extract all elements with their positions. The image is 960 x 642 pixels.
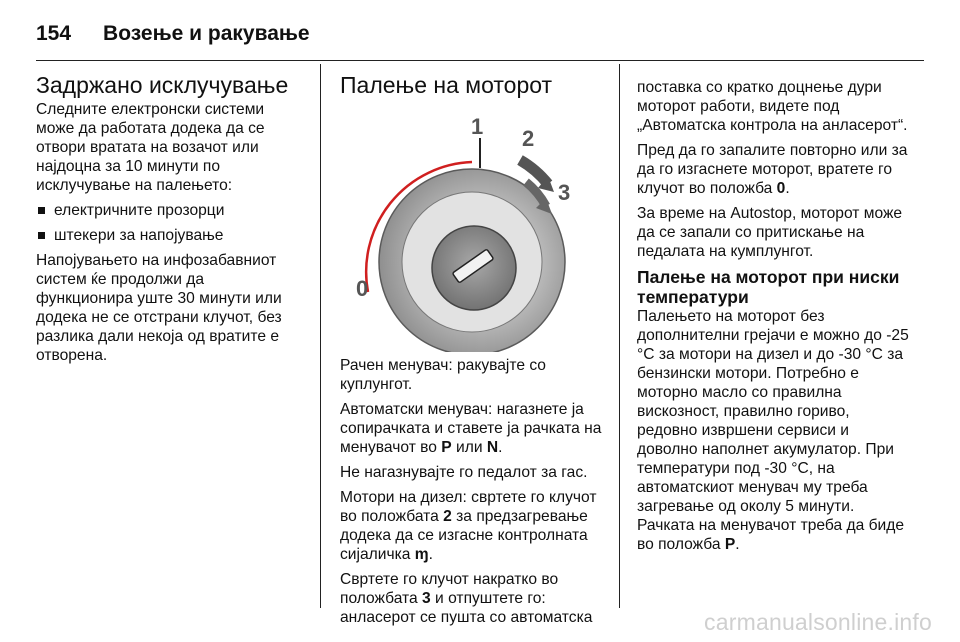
text-run: Пред да го запалите повторно или за да го изгаснете моторот, вратете го клучот во положба xyxy=(637,142,908,197)
page-header xyxy=(36,14,310,54)
diesel-paragraph xyxy=(340,488,604,564)
position-p: P xyxy=(441,439,452,456)
watermark: carmanualsonline.info xyxy=(704,609,932,635)
text-run: . xyxy=(428,546,433,563)
autostop-paragraph: За време на Autostop, моторот може да се запали со притискање на педалата на кумплунгот. xyxy=(637,205,903,260)
middle-column xyxy=(340,72,604,633)
bullet-list xyxy=(36,201,300,245)
text-run: Автоматски менувач: нагазнете ја сопирачката и ставете ја рачката на менувачот во xyxy=(340,401,602,456)
power-paragraph: Напојувањето на инфозабавниот систем ќе продолжи да функционира уште 30 минути или додека не се отстрани клучот, без разлика дали некоја од вратите е отворена. xyxy=(36,252,282,364)
label-position-1: 1 xyxy=(471,114,484,139)
position-0: 0 xyxy=(776,180,786,197)
glow-plug-icon: ɱ xyxy=(414,546,429,563)
list-item: штекери за напојување xyxy=(36,226,300,245)
position-2: 2 xyxy=(443,508,452,525)
label-position-0: 0 xyxy=(356,276,369,301)
text-run: и отпуштете го: анласерот се пушта со автоматска xyxy=(340,590,593,626)
chapter-title: Возење и ракување xyxy=(103,22,310,45)
automatic-gearbox-paragraph xyxy=(340,400,604,457)
label-position-3: 3 xyxy=(558,180,571,205)
column-divider-left xyxy=(320,64,321,608)
label-position-2: 2 xyxy=(522,126,535,151)
text-run: . xyxy=(498,439,503,456)
page-number: 154 xyxy=(36,22,72,45)
text-run: . xyxy=(735,536,740,553)
start-paragraph xyxy=(340,570,604,627)
arrow-band-2 xyxy=(520,160,548,184)
section-heading-engine-start: Палење на моторот xyxy=(340,72,553,98)
low-temperature-paragraph: Палењето на моторот без дополнителни грејачи е можно до -25 °C за мотори на дизел и до -30 °C за бензински мотори. Потребно е моторно масло со правилна вискозност, правилно гориво, редовно извршени сервиси и доволно наполнет акумулатор. При температури под -30 °C, на автоматскиот менувач му треба загревање од околу 5 минути. xyxy=(637,308,909,515)
restart-paragraph xyxy=(637,141,909,198)
left-column xyxy=(36,72,300,371)
list-item: електричните прозорци xyxy=(36,201,300,220)
intro-paragraph: Следните електронски системи може да работата додека да се отвори вратата на возачот или најдоцна за 10 минути по исклучување на палењето: xyxy=(36,101,265,194)
autostart-paragraph: поставка со кратко доцнење дури моторот работи, видете под „Автоматска контрола на анласерот“. xyxy=(637,79,908,134)
position-3: 3 xyxy=(422,590,431,607)
section-heading-low-temperature: Палење на моторот при ниски температури xyxy=(637,267,900,307)
text-run: Свртете го клучот накратко во положбата xyxy=(340,571,559,607)
manual-gearbox-paragraph: Рачен менувач: ракувајте со куплунгот. xyxy=(340,357,546,393)
text-run: за предзагревање додека да се изгасне контролната сијаличка xyxy=(340,508,588,563)
position-p: P xyxy=(724,536,736,553)
text-run: . xyxy=(785,180,790,197)
right-column xyxy=(637,78,909,560)
position-n: N xyxy=(486,439,499,456)
text-run: Мотори на дизел: свртете го клучот во положбата xyxy=(340,489,597,525)
section-heading-delayed-off: Задржано исклучување xyxy=(36,72,289,98)
column-divider-right xyxy=(619,64,620,608)
header-rule xyxy=(36,60,924,61)
text-run: Рачката на менувачот треба да биде во положба xyxy=(637,517,904,553)
accelerator-paragraph: Не нагазнувајте го педалот за гас. xyxy=(340,464,588,481)
selector-paragraph xyxy=(637,516,909,554)
ignition-switch-diagram xyxy=(342,102,600,352)
text-run: или xyxy=(451,439,487,456)
